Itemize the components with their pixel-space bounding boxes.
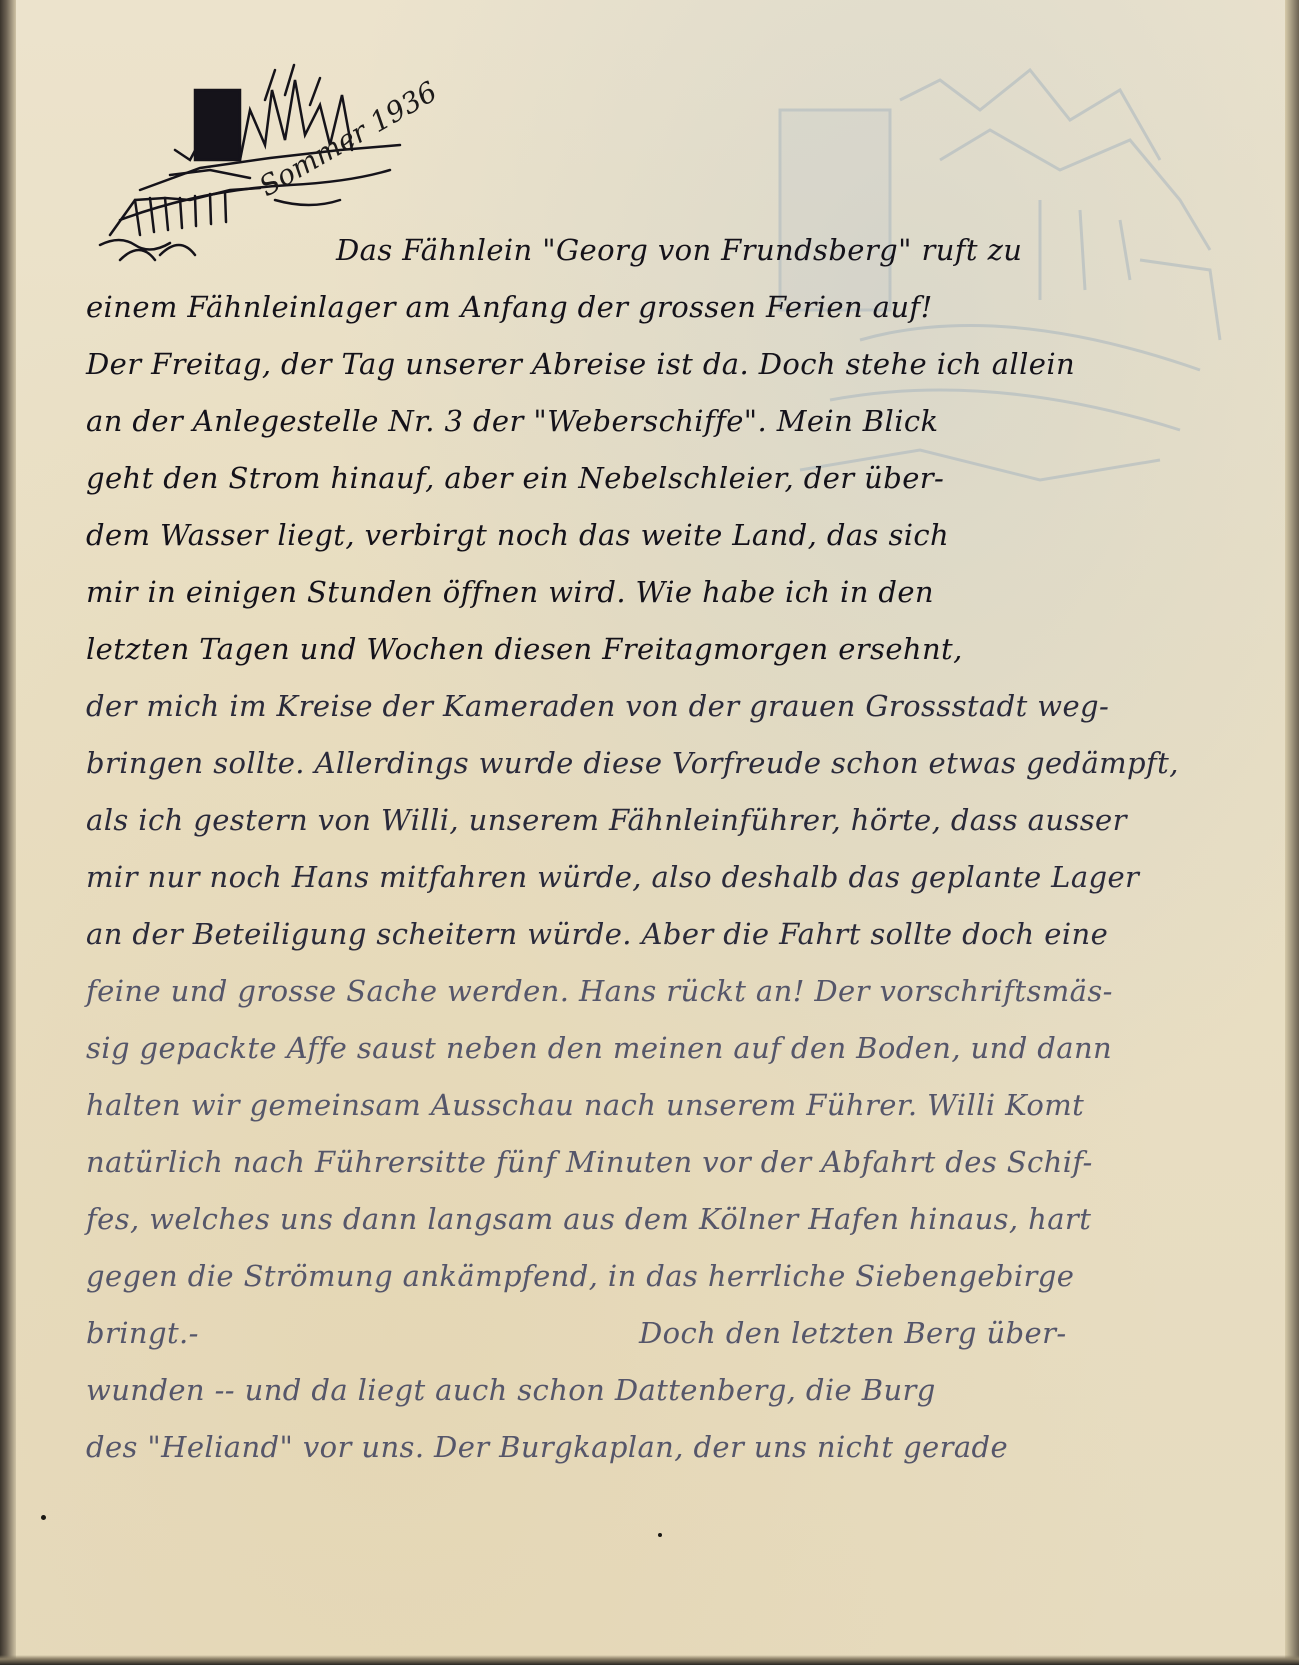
text-line-6: dem Wasser liegt, verbirgt noch das weite Land, das sich [86,518,950,552]
text-line-5: geht den Strom hinauf, aber ein Nebelschleier, der über- [86,461,945,495]
page-speck [658,1533,662,1537]
text-line-20-right: Doch den letzten Berg über- [639,1316,1067,1350]
text-line-20 [86,1305,1156,1362]
margin-dot [41,1515,46,1520]
text-line-8: letzten Tagen und Wochen diesen Freitagmorgen ersehnt, [86,632,963,666]
text-line-11: als ich gestern von Willi, unserem Fähnleinführer, hörte, dass ausser [86,803,1127,837]
text-line-14: feine und grosse Sache werden. Hans rückt an! Der vorschriftsmäs- [86,974,1113,1008]
text-line-1: Das Fähnlein "Georg von Frundsberg" ruft zu [336,233,1023,267]
text-line-4: an der Anlegestelle Nr. 3 der "Weberschiffe". Mein Blick [86,404,939,438]
page-right-edge [1285,0,1299,1665]
text-line-7: mir in einigen Stunden öffnen wird. Wie habe ich in den [86,575,935,609]
sketch-year-caption: Sommer 1936 [253,74,443,203]
page-bottom-edge [0,1655,1299,1665]
text-line-21: wunden -- und da liegt auch schon Dattenberg, die Burg [86,1373,936,1407]
text-line-9: der mich im Kreise der Kameraden von der grauen Grossstadt weg- [86,689,1110,723]
text-line-3: Der Freitag, der Tag unserer Abreise ist da. Doch stehe ich allein [86,347,1076,381]
text-line-17: natürlich nach Führersitte fünf Minuten vor der Abfahrt des Schif- [86,1145,1093,1179]
handwritten-text [86,222,1179,1476]
text-line-2: einem Fähnleinlager am Anfang der grossen Ferien auf! [86,290,933,324]
text-line-15: sig gepackte Affe saust neben den meinen auf den Boden, und dann [86,1031,1113,1065]
text-line-22: des "Heliand" vor uns. Der Burgkaplan, der uns nicht gerade [86,1430,1009,1464]
text-line-19: gegen die Strömung ankämpfend, in das herrliche Siebengebirge [86,1259,1075,1293]
text-line-13: an der Beteiligung scheitern würde. Aber die Fahrt sollte doch eine [86,917,1109,951]
text-line-10: bringen sollte. Allerdings wurde diese Vorfreude schon etwas gedämpft, [86,746,1179,780]
text-line-12: mir nur noch Hans mitfahren würde, also deshalb das geplante Lager [86,860,1140,894]
text-line-20-left: bringt.- [86,1316,199,1350]
page-binding-edge [0,0,16,1665]
text-line-18: fes, welches uns dann langsam aus dem Kölner Hafen hinaus, hart [86,1202,1092,1236]
text-line-16: halten wir gemeinsam Ausschau nach unserem Führer. Willi Komt [86,1088,1085,1122]
